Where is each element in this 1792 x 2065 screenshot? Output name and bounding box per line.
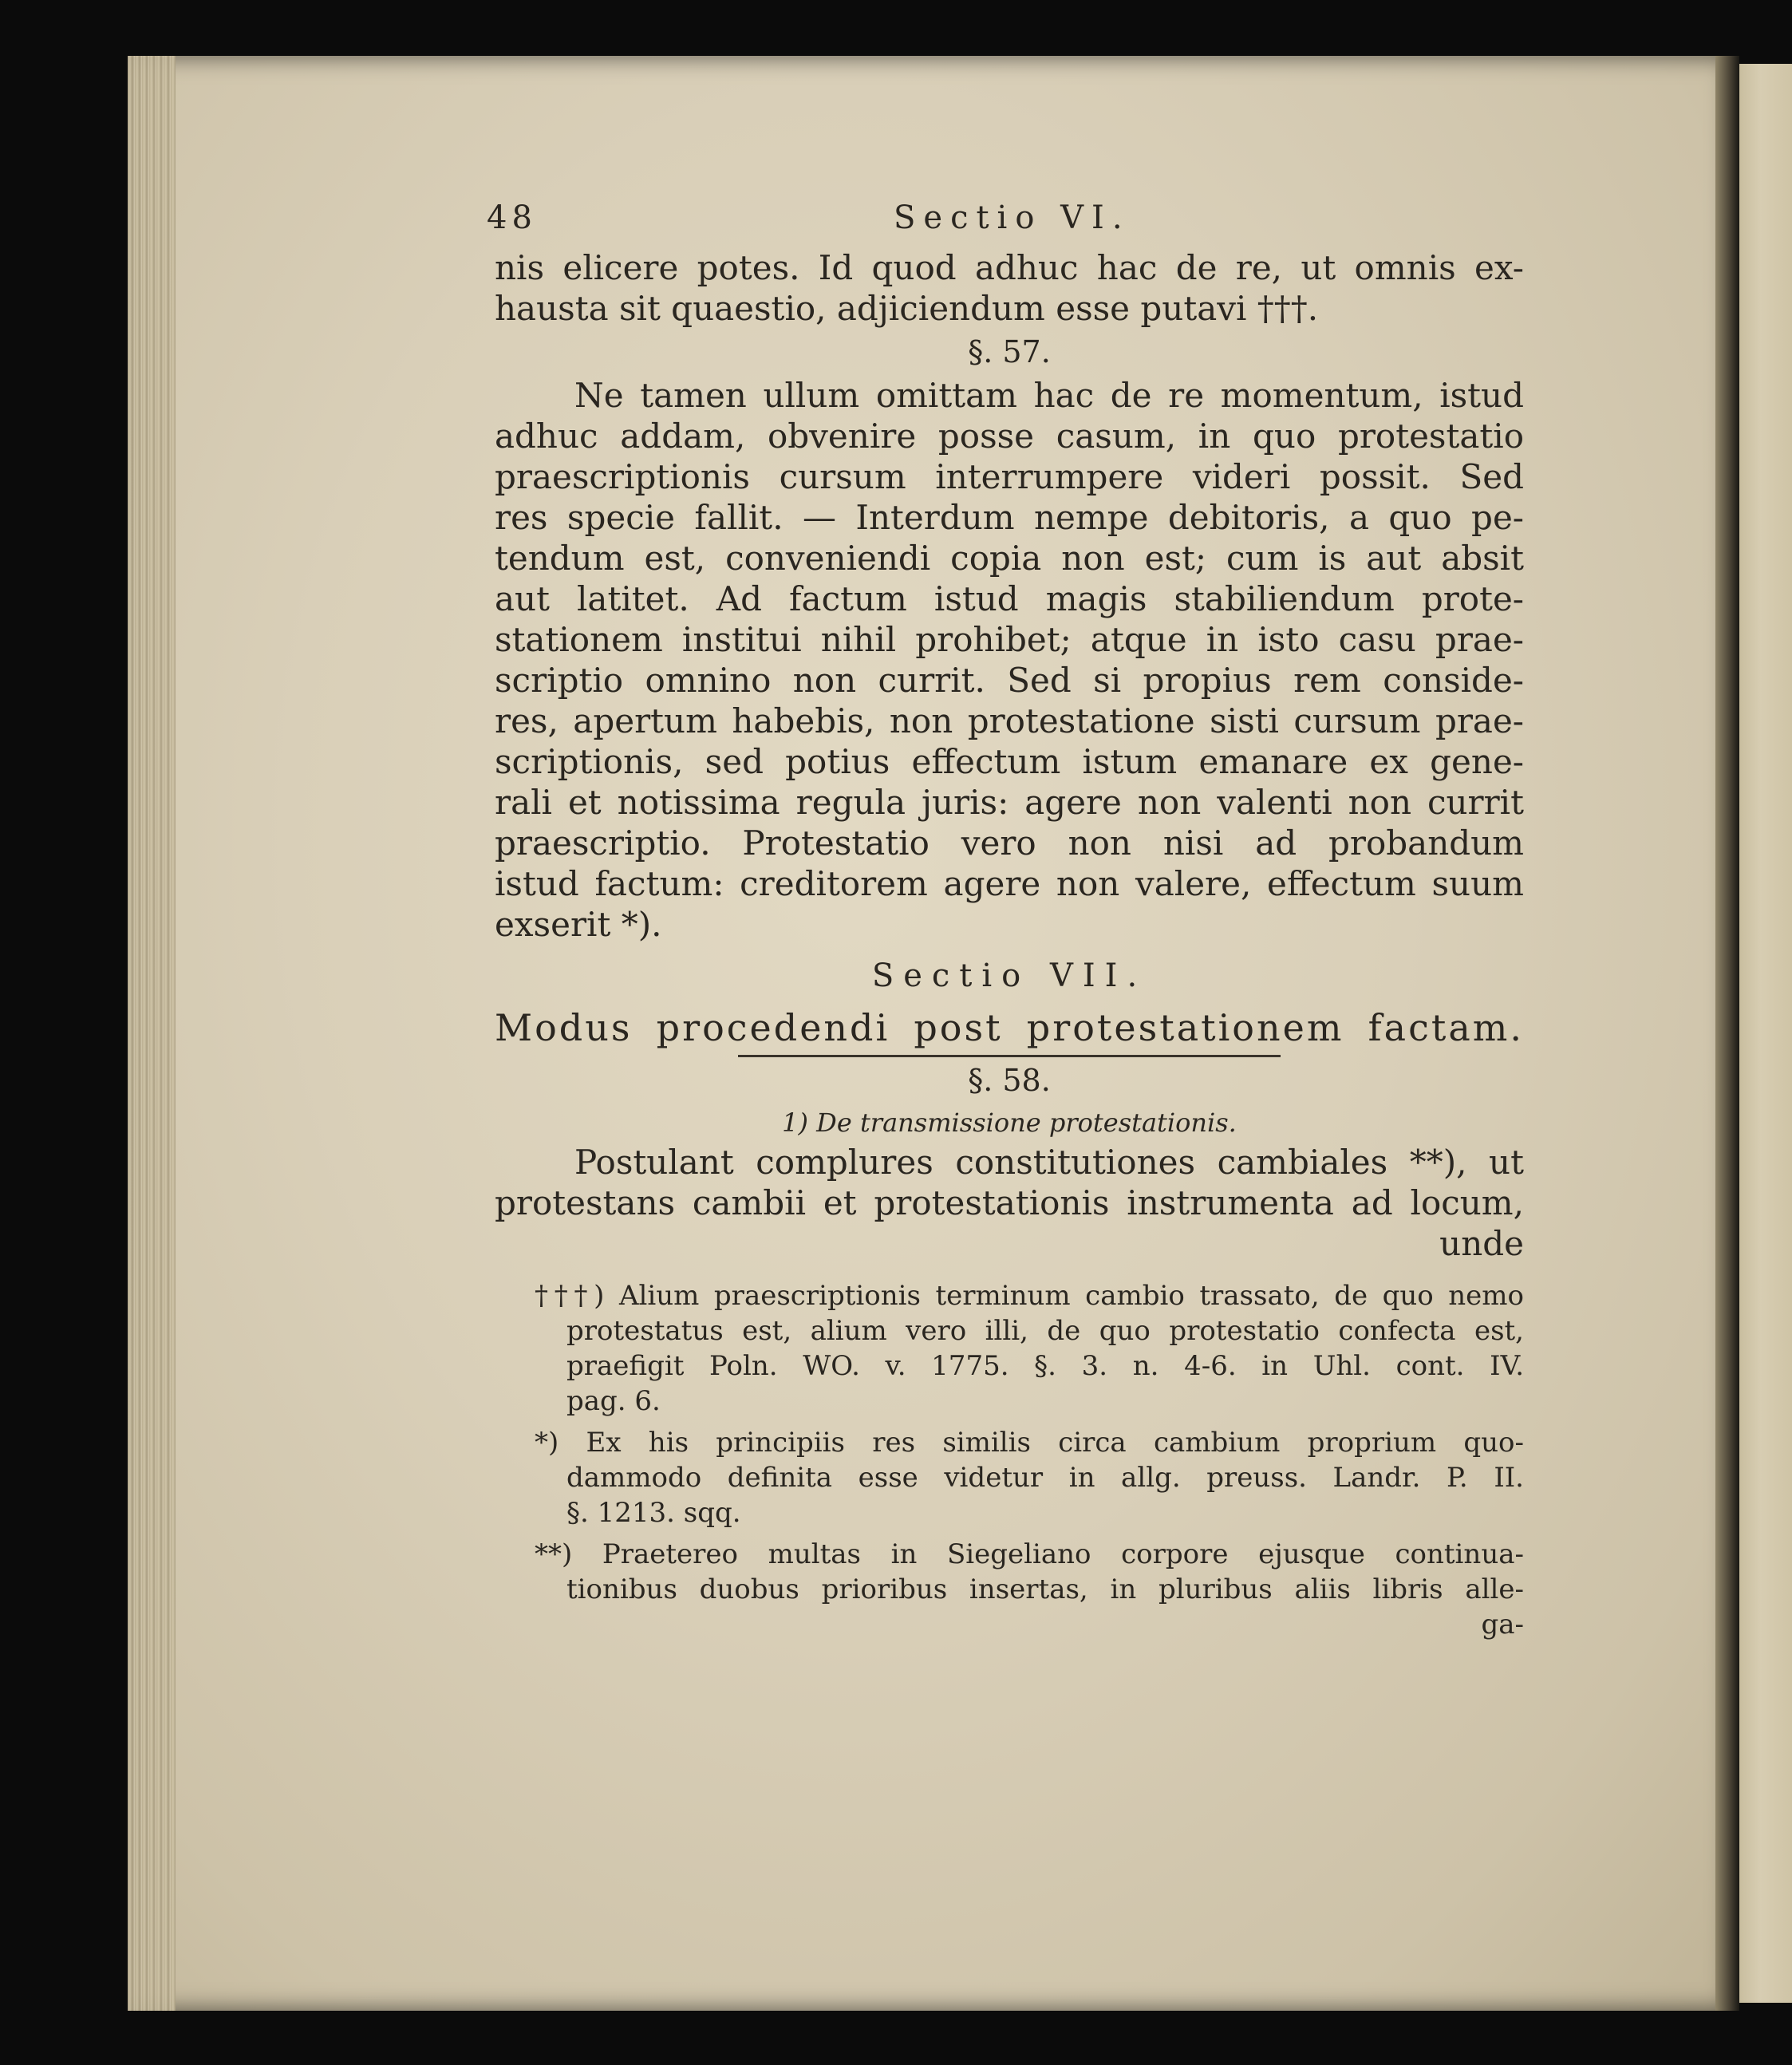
- footnote-line: †††) Alium praescriptionis terminum cambio trassato, de quo nemo: [535, 1280, 1524, 1312]
- footnote-catchword: ga-: [1481, 1609, 1524, 1641]
- page-number: 48: [487, 199, 537, 236]
- text-line: res, apertum habebis, non protestatione sisti cursum prae-: [495, 701, 1524, 740]
- text-line: res specie fallit. — Interdum nempe debitoris, a quo pe-: [495, 498, 1524, 537]
- paragraph-57: [495, 375, 1524, 945]
- paragraph-subheading: 1) De transmissione protestationis.: [782, 1108, 1237, 1138]
- page-text: [487, 199, 1524, 1642]
- text-line: rali et notissima regula juris: agere non valenti non currit: [495, 783, 1524, 822]
- section-title: Sectio VII.: [871, 957, 1147, 994]
- text-line: stationem institui nihil prohibet; atque in isto casu prae-: [495, 620, 1524, 659]
- text-line: Postulant complures constitutiones cambiales **), ut: [574, 1143, 1524, 1182]
- footnote-line: protestatus est, alium vero illi, de quo protestatio confecta est,: [566, 1315, 1524, 1347]
- footnote-line: *) Ex his principiis res similis circa cambium proprium quo-: [535, 1427, 1524, 1459]
- text-line: scriptio omnino non currit. Sed si propius rem conside-: [495, 661, 1524, 700]
- text-line: protestans cambii et protestationis instrumenta ad locum,: [495, 1183, 1524, 1222]
- catchword: unde: [1439, 1224, 1524, 1263]
- text-line: scriptionis, sed potius effectum istum emanare ex gene-: [495, 742, 1524, 781]
- text-line: aut latitet. Ad factum istud magis stabiliendum prote-: [495, 579, 1524, 618]
- paragraph-number-58: §. 58.: [968, 1063, 1051, 1098]
- facing-page-edge: [1739, 64, 1792, 2003]
- text-line: hausta sit quaestio, adjiciendum esse putavi †††.: [495, 289, 1319, 328]
- footnote-double-star: [495, 1537, 1524, 1642]
- text-line: exserit *).: [495, 905, 662, 944]
- text-line: istud factum: creditorem agere non valere, effectum suum: [495, 864, 1524, 903]
- running-title: Sectio VI.: [894, 199, 1131, 236]
- footnote-line: §. 1213. sqq.: [566, 1497, 741, 1529]
- paragraph-number-57: §. 57.: [968, 334, 1051, 369]
- text-line: praescriptionis cursum interrumpere videri possit. Sed: [495, 457, 1524, 496]
- page-stack-edge: [128, 56, 176, 2011]
- text-line: adhuc addam, obvenire posse casum, in quo protestatio: [495, 417, 1524, 456]
- book-gutter: [1715, 56, 1739, 2011]
- footnote-line: pag. 6.: [566, 1385, 661, 1417]
- footnote-ttt: [495, 1278, 1524, 1419]
- footnote-star: [495, 1425, 1524, 1530]
- text-line: nis elicere potes. Id quod adhuc hac de re, ut omnis ex-: [495, 248, 1524, 287]
- continued-paragraph: [495, 247, 1524, 329]
- text-line: praescriptio. Protestatio vero non nisi ad probandum: [495, 823, 1524, 863]
- footnote-line: dammodo definita esse videtur in allg. preuss. Landr. P. II.: [566, 1462, 1524, 1494]
- section-subtitle: Modus procedendi post protestationem factam.: [495, 1006, 1524, 1049]
- footnote-line: tionibus duobus prioribus insertas, in pluribus aliis libris alle-: [566, 1573, 1524, 1605]
- paragraph-58: [495, 1142, 1524, 1264]
- running-header: [487, 199, 1524, 247]
- text-line: tendum est, conveniendi copia non est; cum is aut absit: [495, 539, 1524, 578]
- footnote-line: **) Praetereo multas in Siegeliano corpore ejusque continua-: [535, 1538, 1524, 1570]
- footnote-line: praefigit Poln. WO. v. 1775. §. 3. n. 4-6. in Uhl. cont. IV.: [566, 1350, 1524, 1382]
- text-line: Ne tamen ullum omittam hac de re momentum, istud: [574, 376, 1524, 415]
